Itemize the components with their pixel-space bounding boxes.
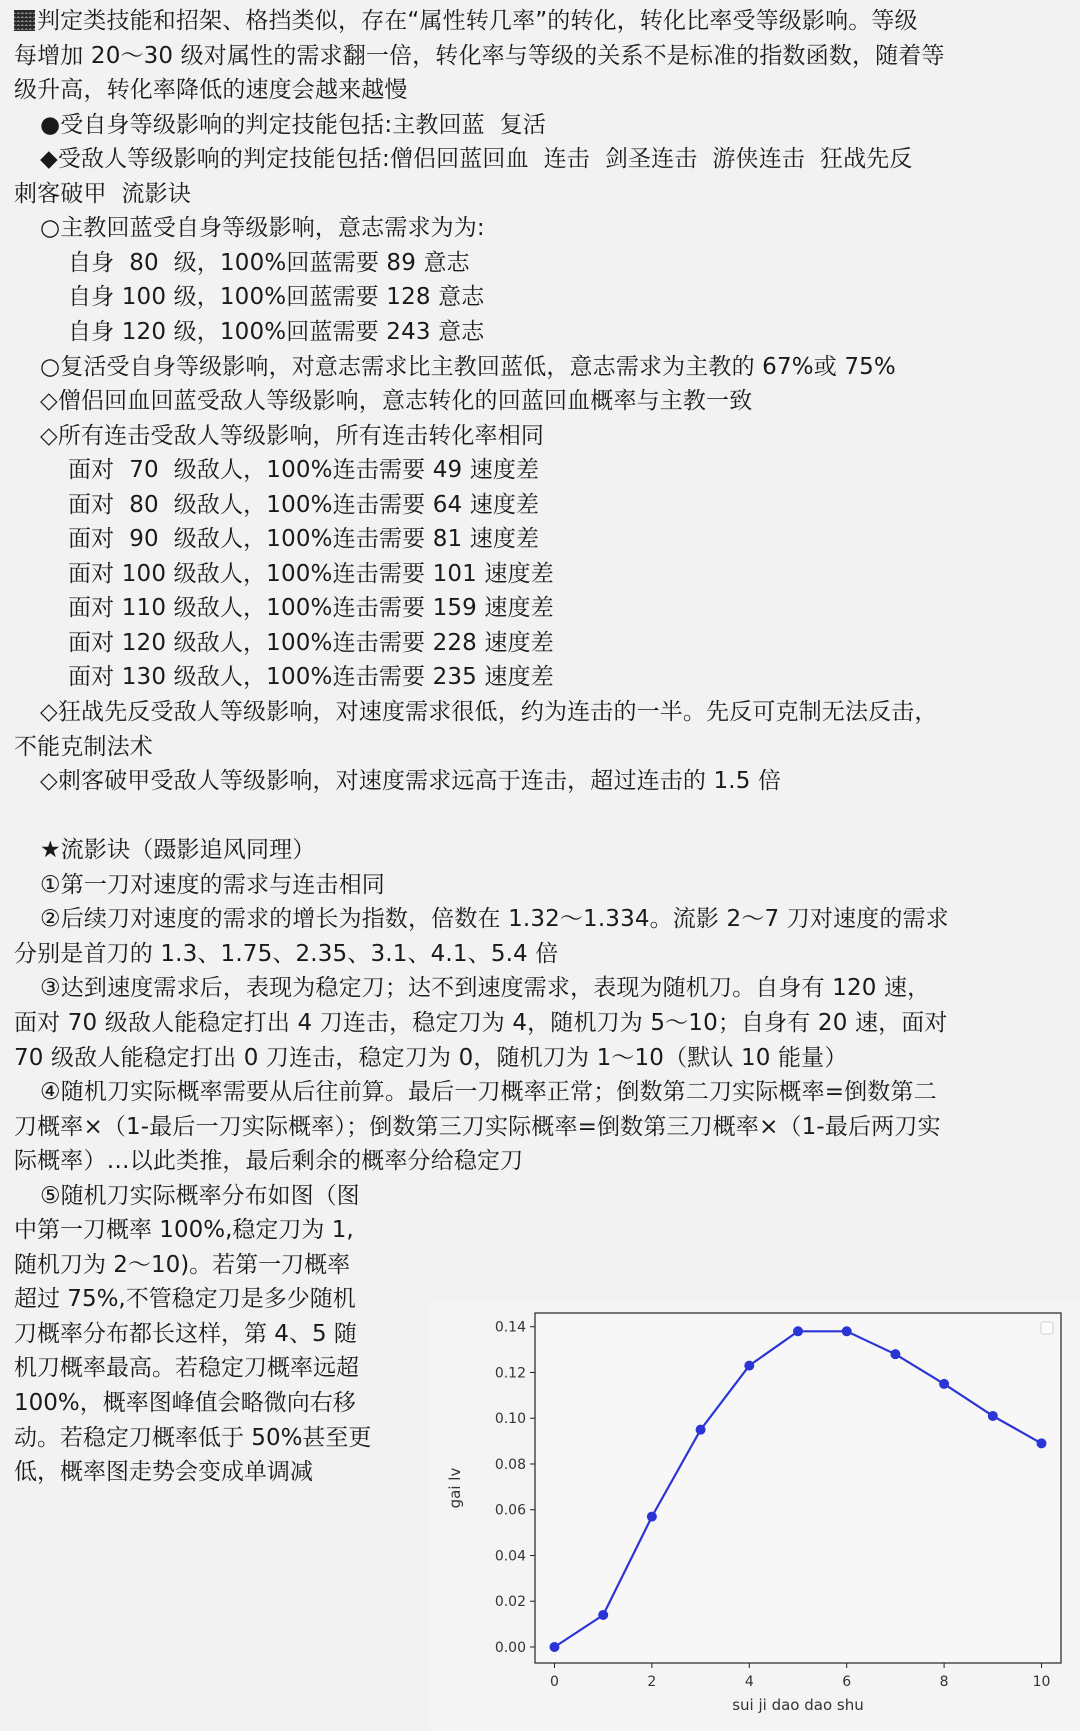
text-line-content: ◇刺客破甲受敌人等级影响，对速度需求远高于连击，超过连击的 1.5 倍 (40, 768, 782, 795)
text-line (14, 175, 191, 213)
y-tick-label: 0.06 (494, 1502, 526, 1519)
text-line-content: 面对 110 级敌人，100%连击需要 159 速度差 (68, 595, 554, 622)
text-line-content: 自身 100 级，100%回蓝需要 128 意志 (68, 284, 485, 311)
text-line (68, 624, 554, 662)
text-line-content: 自身 80 级，100%回蓝需要 89 意志 (68, 249, 470, 276)
text-line-content: 不能克制法术 (14, 733, 153, 760)
data-point (647, 1512, 657, 1522)
text-line (14, 1142, 523, 1180)
text-line (68, 451, 539, 489)
y-tick-label: 0.12 (494, 1365, 526, 1382)
text-line (68, 589, 554, 627)
data-point (1037, 1438, 1047, 1448)
x-tick-label: 6 (842, 1674, 852, 1690)
text-line (40, 106, 546, 144)
side-text-line: 随机刀为 2～10)。若第一刀概率 (14, 1251, 351, 1278)
y-tick-label: 0.14 (494, 1319, 526, 1336)
text-line-content: ○复活受自身等级影响，对意志需求比主教回蓝低，意志需求为主教的 67%或 75% (40, 353, 896, 380)
data-point (939, 1379, 949, 1389)
text-line-content: ●受自身等级影响的判定技能包括:主教回蓝 复活 (40, 111, 547, 138)
text-line-content: 面对 80 级敌人，100%连击需要 64 速度差 (68, 491, 540, 518)
data-point (598, 1610, 608, 1620)
data-point (696, 1425, 706, 1435)
y-tick-label: 0.02 (494, 1594, 526, 1611)
text-line (40, 1073, 937, 1111)
text-line (14, 1108, 941, 1146)
text-line (40, 831, 315, 869)
side-text-line: 超过 75%,不管稳定刀是多少随机 (14, 1286, 356, 1313)
plot-frame (535, 1313, 1061, 1663)
text-line (68, 313, 484, 351)
text-line (40, 762, 781, 800)
text-line-content: 70 级敌人能稳定打出 0 刀连击，稳定刀为 0，随机刀为 1～10（默认 10 能量） (14, 1044, 848, 1071)
data-point (549, 1642, 559, 1652)
text-line (68, 278, 484, 316)
data-point (793, 1326, 803, 1336)
y-axis-label: gai lv (446, 1467, 464, 1509)
text-line-content: 面对 130 级敌人，100%连击需要 235 速度差 (68, 664, 554, 691)
text-line (14, 1004, 948, 1042)
text-line (68, 520, 539, 558)
x-axis-label: sui ji dao dao shu (732, 1696, 864, 1714)
text-line (40, 866, 385, 904)
text-line (14, 71, 408, 109)
x-tick-label: 2 (647, 1674, 657, 1690)
text-line-content: 面对 70 级敌人能稳定打出 4 刀连击，稳定刀为 4，随机刀为 5～10；自身有 20 速，面对 (14, 1009, 948, 1036)
x-tick-label: 4 (744, 1674, 754, 1690)
text-line (14, 935, 558, 973)
text-line-content: 分别是首刀的 1.3、1.75、2.35、3.1、4.1、5.4 倍 (14, 940, 559, 967)
text-line (68, 486, 539, 524)
text-line (40, 348, 896, 386)
data-point (988, 1411, 998, 1421)
text-line (14, 728, 153, 766)
text-line (40, 900, 949, 938)
data-point (890, 1349, 900, 1359)
text-line-content: ◆受敌人等级影响的判定技能包括:僧侣回蓝回血 连击 剑圣连击 游侠连击 狂战先反 (40, 146, 913, 173)
text-line-content: 面对 90 级敌人，100%连击需要 81 速度差 (68, 526, 540, 553)
text-line (14, 37, 945, 75)
side-text-line: ⑤随机刀实际概率分布如图（图 (40, 1182, 360, 1209)
text-line-content: ★流影诀（蹑影追风同理） (40, 837, 316, 864)
text-line-content: 刀概率×（1-最后一刀实际概率）；倒数第三刀实际概率=倒数第三刀概率×（1-最后两刀实 (14, 1113, 941, 1140)
text-line-content: 面对 120 级敌人，100%连击需要 228 速度差 (68, 629, 554, 656)
side-text-line: 刀概率分布都长这样，第 4、5 随 (14, 1320, 357, 1347)
text-line-content: 面对 70 级敌人，100%连击需要 49 速度差 (68, 457, 540, 484)
legend-box (1041, 1322, 1053, 1334)
x-tick-label: 0 (550, 1674, 559, 1690)
y-tick-label: 0.08 (494, 1456, 526, 1473)
side-text-line: 低，概率图走势会变成单调减 (14, 1459, 313, 1486)
text-line-content: 级升高，转化率降低的速度会越来越慢 (14, 77, 408, 104)
text-line (40, 417, 544, 455)
chart-svg (430, 1300, 1080, 1731)
y-tick-label: 0.10 (494, 1411, 526, 1428)
text-line-content: ①第一刀对速度的需求与连击相同 (40, 871, 385, 898)
text-line-content: 判定类技能和招架、格挡类似，存在“属性转几率”的转化，转化比率受等级影响。等级 (37, 8, 918, 34)
text-line-content: ②后续刀对速度的需求的增长为指数，倍数在 1.32～1.334。流影 2～7 刀对速度的需求 (40, 906, 949, 933)
text-line (40, 209, 485, 247)
text-line-content: ◇僧侣回血回蓝受敌人等级影响，意志转化的回蓝回血概率与主教一致 (40, 388, 753, 415)
data-point (842, 1326, 852, 1336)
text-line-content: 面对 100 级敌人，100%连击需要 101 速度差 (68, 560, 554, 587)
text-line (40, 140, 913, 178)
x-tick-label: 10 (1032, 1674, 1051, 1690)
text-line (68, 244, 470, 282)
data-point (744, 1361, 754, 1371)
text-line (40, 382, 752, 420)
text-line-content: ◇所有连击受敌人等级影响，所有连击转化率相同 (40, 422, 544, 449)
y-tick-label: 0.00 (494, 1639, 526, 1656)
text-line-content: ④随机刀实际概率需要从后往前算。最后一刀概率正常；倒数第二刀实际概率=倒数第二 (40, 1079, 937, 1106)
text-line-content: ○主教回蓝受自身等级影响，意志需求为为: (40, 215, 485, 242)
text-line (14, 1039, 847, 1077)
side-text-line: 机刀概率最高。若稳定刀概率远超 (14, 1355, 359, 1382)
square-bullet-icon (14, 10, 35, 31)
text-line-content: 际概率）…以此类推，最后剩余的概率分给稳定刀 (14, 1148, 524, 1175)
text-line-content: ◇狂战先反受敌人等级影响，对速度需求很低，约为连击的一半。先反可克制无法反击， (40, 699, 938, 725)
probability-chart (430, 1300, 1080, 1731)
text-line (68, 555, 554, 593)
text-line (40, 693, 938, 731)
side-text-line: 100%，概率图峰值会略微向右移 (14, 1390, 356, 1416)
text-line (68, 658, 554, 696)
y-tick-label: 0.04 (494, 1548, 526, 1565)
side-text-line: 中第一刀概率 100%,稳定刀为 1, (14, 1217, 354, 1244)
text-line-content: 每增加 20～30 级对属性的需求翻一倍，转化率与等级的关系不是标准的指数函数，随着等 (14, 42, 945, 69)
text-line (40, 969, 930, 1007)
x-tick-label: 8 (939, 1674, 949, 1690)
text-line-content: ③达到速度需求后，表现为稳定刀；达不到速度需求，表现为随机刀。自身有 120 速， (40, 975, 931, 1002)
text-line-content: 自身 120 级，100%回蓝需要 243 意志 (68, 318, 485, 345)
side-text-line: 动。若稳定刀概率低于 50%甚至更 (14, 1424, 372, 1451)
text-line (14, 2, 918, 40)
text-line-content: 刺客破甲 流影诀 (14, 180, 191, 207)
